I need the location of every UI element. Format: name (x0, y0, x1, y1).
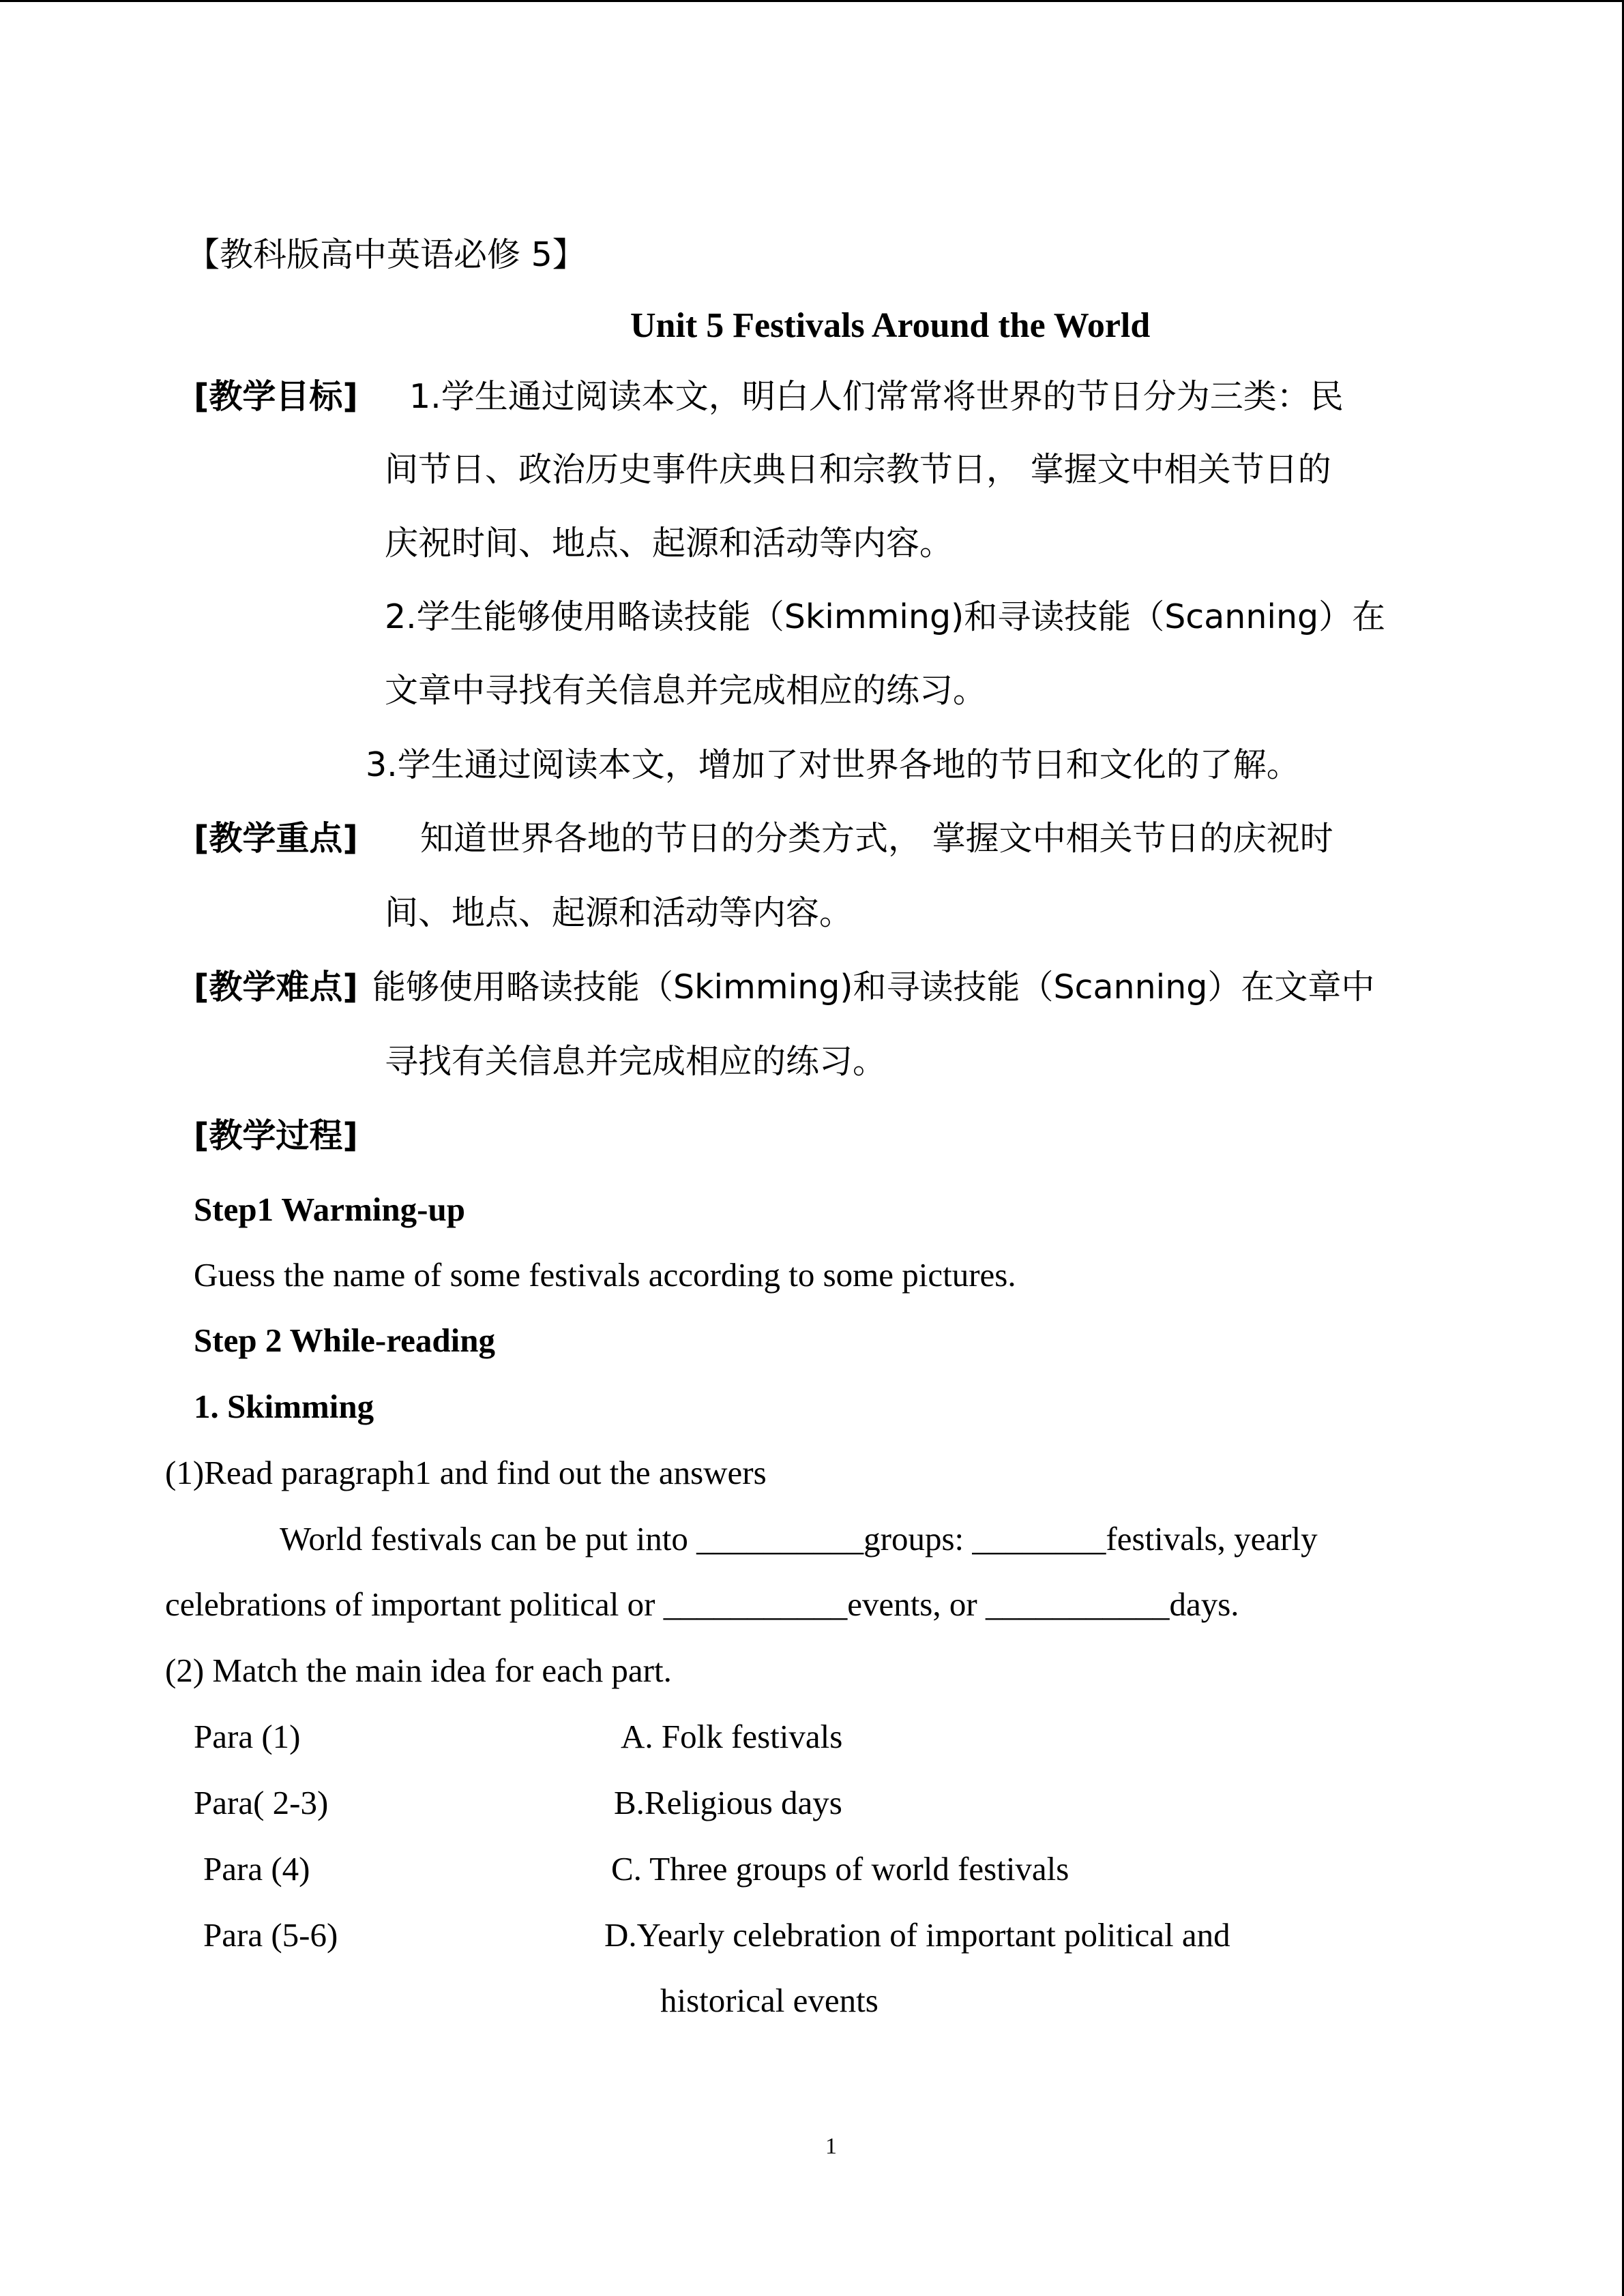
step1-heading: Step1 Warming-up (194, 1191, 465, 1228)
page-number: 1 (825, 2134, 837, 2159)
difficulties-line-1: 能够使用略读技能（Skimming)和寻读技能（Scanning）在文章中 (372, 968, 1375, 1007)
match-para-1: Para (1) (194, 1718, 301, 1755)
match-idea-c: C. Three groups of world festivals (611, 1850, 1069, 1888)
objectives-label: [教学目标] (194, 377, 358, 416)
objective-1-line-3: 庆祝时间、地点、起源和活动等内容。 (385, 524, 954, 563)
key-points-line-1: 知道世界各地的节日的分类方式， 掌握文中相关节日的庆祝时 (420, 819, 1333, 858)
key-points-line-2: 间、地点、起源和活动等内容。 (385, 893, 853, 932)
skimming-heading: 1. Skimming (194, 1388, 374, 1425)
question-2: (2) Match the main idea for each part. (165, 1652, 672, 1689)
question-1-line-2: celebrations of important political or ___________events, or ___________days. (165, 1585, 1239, 1623)
textbook-label: 【教科版高中英语必修 5】 (186, 235, 586, 274)
match-idea-d-cont: historical events (660, 1982, 879, 2019)
match-idea-d: D.Yearly celebration of important political and (604, 1916, 1230, 1954)
objective-2-line-2: 文章中寻找有关信息并完成相应的练习。 (385, 671, 987, 710)
page-border-top (0, 0, 1624, 2)
match-para-2: Para( 2-3) (194, 1784, 329, 1821)
match-idea-b: B.Religious days (614, 1784, 842, 1821)
objective-3: 3.学生通过阅读本文，增加了对世界各地的节日和文化的了解。 (366, 745, 1300, 784)
question-1-line-1: World festivals can be put into __________groups: ________festivals, yearly (280, 1520, 1318, 1557)
process-label: [教学过程] (194, 1116, 358, 1155)
key-points-label: [教学重点] (194, 819, 358, 858)
step2-heading: Step 2 While-reading (194, 1322, 495, 1359)
objective-1-line-2: 间节日、政治历史事件庆典日和宗教节日， 掌握文中相关节日的 (385, 450, 1331, 489)
match-para-4: Para (5-6) (203, 1916, 338, 1954)
difficulties-label: [教学难点] (194, 968, 358, 1007)
objective-1-line-1: 1.学生通过阅读本文，明白人们常常将世界的节日分为三类：民 (409, 377, 1344, 416)
step1-text: Guess the name of some festivals according to some pictures. (194, 1256, 1016, 1294)
match-idea-a: A. Folk festivals (621, 1718, 843, 1755)
question-1: (1)Read paragraph1 and find out the answers (165, 1454, 767, 1491)
match-para-3: Para (4) (203, 1850, 310, 1888)
page-title: Unit 5 Festivals Around the World (630, 306, 1151, 345)
difficulties-line-2: 寻找有关信息并完成相应的练习。 (385, 1042, 887, 1081)
objective-2-line-1: 2.学生能够使用略读技能（Skimming)和寻读技能（Scanning）在 (385, 597, 1386, 636)
